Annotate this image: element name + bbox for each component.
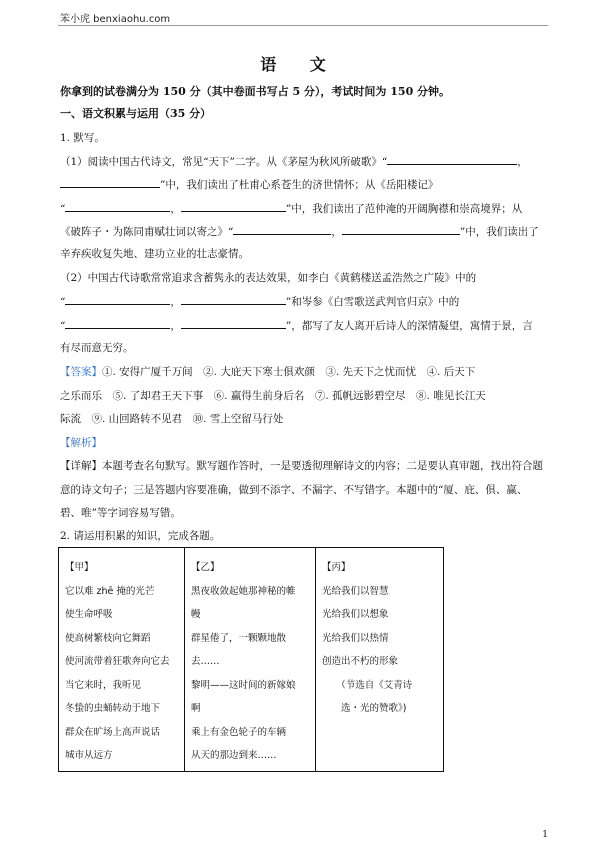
answer-blank bbox=[342, 223, 460, 235]
answer-blank bbox=[65, 200, 170, 212]
detail-tag: 【详解】 bbox=[60, 460, 102, 472]
poem-line: 光给我们以想象 bbox=[322, 609, 389, 620]
site-header: 笨小虎 benxiaohu.com bbox=[60, 14, 171, 25]
poem-lines-a bbox=[65, 580, 178, 768]
answer-blank bbox=[60, 176, 160, 188]
poem-line: 创造出不朽的形象 bbox=[322, 656, 399, 667]
poem-column-c bbox=[316, 548, 444, 772]
text: ， bbox=[331, 226, 342, 238]
exam-intro: 你拿到的试卷满分为 150 分（其中卷面书写占 5 分），考试时间为 150 分钟。 bbox=[60, 85, 451, 98]
analysis-tag: 【解析】 bbox=[60, 437, 102, 449]
q1-part2-line2 bbox=[60, 293, 459, 310]
poem-line: 幔 bbox=[191, 609, 201, 620]
text: ， bbox=[517, 156, 528, 168]
poem-lines-b bbox=[191, 580, 309, 768]
column-head: 【乙】 bbox=[191, 562, 220, 573]
analysis-line1 bbox=[60, 458, 543, 474]
poem-line: 使高树繁枝向它舞蹈 bbox=[65, 632, 151, 644]
text: ”中，我们读出了 bbox=[459, 226, 539, 238]
analysis-line2: 意的诗文句子；三是答题内容要准确，做到不添字、不漏字、不写错字。本题中的“厦、庇、俱、赢、 bbox=[60, 484, 528, 496]
poem-line: 它以难 zhē 掩的光芒 bbox=[65, 585, 155, 597]
text: ， bbox=[170, 203, 181, 215]
poem-line: 冬蛰的虫蛹转动于地下 bbox=[65, 703, 161, 714]
poem-line: 群众在旷场上高声说话 bbox=[65, 726, 161, 738]
analysis-text: 本题考查名句默写。默写题作答时，一是要透彻理解诗文的内容；二是要认真审题，找出符合题 bbox=[102, 460, 543, 472]
answer-tag: 【答案】 bbox=[60, 366, 102, 378]
poem-line: 去…… bbox=[191, 656, 220, 667]
text: “ bbox=[60, 320, 66, 332]
poem-table bbox=[58, 547, 444, 772]
poem-line: 乘上有金色轮子的车辆 bbox=[191, 726, 287, 738]
poem-line: 群星倦了，一颗颗地散 bbox=[191, 632, 287, 644]
answer-line3: 际流 ⑨. 山回路转不见君 ⑩. 雪上空留马行处 bbox=[60, 413, 284, 425]
text: “ bbox=[60, 296, 66, 308]
poem-line: 使生命呼吸 bbox=[65, 609, 113, 620]
question-2-label: 2. 请运用积累的知识，完成各题。 bbox=[60, 530, 221, 542]
poem-line: 光给我们以热情 bbox=[322, 632, 389, 644]
poem-line: 城市从远方 bbox=[65, 750, 113, 761]
poem-line: 黎明——这时间的新嫁娘 bbox=[191, 679, 296, 691]
answer-blank bbox=[181, 200, 286, 212]
text: “ bbox=[60, 203, 66, 215]
poem-line: 选・光的赞歌》) bbox=[322, 703, 407, 714]
page-title: 语 文 bbox=[260, 55, 340, 74]
answer-blank bbox=[181, 293, 286, 305]
poem-line: 光给我们以智慧 bbox=[322, 585, 389, 597]
answer-blank bbox=[65, 293, 170, 305]
answer-blank bbox=[387, 153, 517, 165]
text: ”中，我们读出了杜甫心系苍生的济世情怀；从《岳阳楼记》 bbox=[160, 179, 439, 191]
column-head: 【甲】 bbox=[65, 562, 94, 573]
analysis-line3: 碧、唯”等字词容易写错。 bbox=[60, 507, 181, 519]
poem-column-a bbox=[59, 548, 185, 772]
answer-line2: 之乐而乐 ⑤. 了却君王天下事 ⑥. 赢得生前身后名 ⑦. 孤帆远影碧空尽 ⑧. 唯见长江天 bbox=[60, 390, 486, 402]
poem-lines-c bbox=[322, 580, 437, 721]
column-head: 【丙】 bbox=[322, 562, 351, 573]
q1-part2-line1: （2）中国古代诗歌常常追求含蓄隽永的表达效果，如李白《黄鹤楼送孟浩然之广陵》中的 bbox=[60, 272, 477, 284]
poem-line: 当它来时，我听见 bbox=[65, 679, 142, 691]
text: ， bbox=[170, 296, 181, 308]
answer-blank bbox=[65, 317, 170, 329]
poem-line: 从天的那边到来…… bbox=[191, 750, 277, 761]
q1-part1-line1 bbox=[60, 153, 528, 170]
poem-line: （节选自《艾青诗 bbox=[322, 679, 413, 691]
section-heading: 一、语文积累与运用（35 分） bbox=[60, 107, 212, 120]
poem-line: 使河流带着狂歌奔向它去 bbox=[65, 656, 170, 667]
answer-blank bbox=[233, 223, 331, 235]
q1-part2-line3 bbox=[60, 317, 533, 334]
text: ”中，我们读出了范仲淹的开阔胸襟和崇高境界；从 bbox=[285, 203, 523, 215]
answer-blank bbox=[181, 317, 286, 329]
q1-part2-line4: 有尽而意无穷。 bbox=[60, 342, 134, 354]
question-1-label: 1. 默写。 bbox=[60, 132, 105, 144]
poem-column-b bbox=[185, 548, 316, 772]
text: ”和岑参《白雪歌送武判官归京》中的 bbox=[285, 296, 460, 308]
text: ”，都写了友人离开后诗人的深情凝望，寓情于景，言 bbox=[285, 320, 533, 332]
answer-text: ①. 安得广厦千万间 ②. 大庇天下寒士俱欢颜 ③. 先天下之忧而忧 ④. 后天下 bbox=[102, 366, 476, 378]
poem-line: 黑夜收敛起她那神秘的帷 bbox=[191, 585, 296, 597]
text: （1）阅读中国古代诗文，常见“天下”二字。从《茅屋为秋风所破歌》“ bbox=[60, 156, 388, 168]
q1-part1-line3 bbox=[60, 200, 522, 217]
q1-part1-line2 bbox=[60, 176, 438, 193]
answer-line1 bbox=[60, 364, 475, 380]
text: ， bbox=[170, 320, 181, 332]
poem-line: 啊 bbox=[191, 703, 201, 714]
header-divider bbox=[58, 25, 548, 26]
text: 《破阵子・为陈同甫赋壮词以寄之》“ bbox=[60, 226, 234, 238]
page-number: 1 bbox=[542, 830, 548, 840]
q1-part1-line5: 辛弃疾收复失地、建功立业的壮志豪情。 bbox=[60, 248, 249, 260]
q1-part1-line4 bbox=[60, 223, 539, 240]
